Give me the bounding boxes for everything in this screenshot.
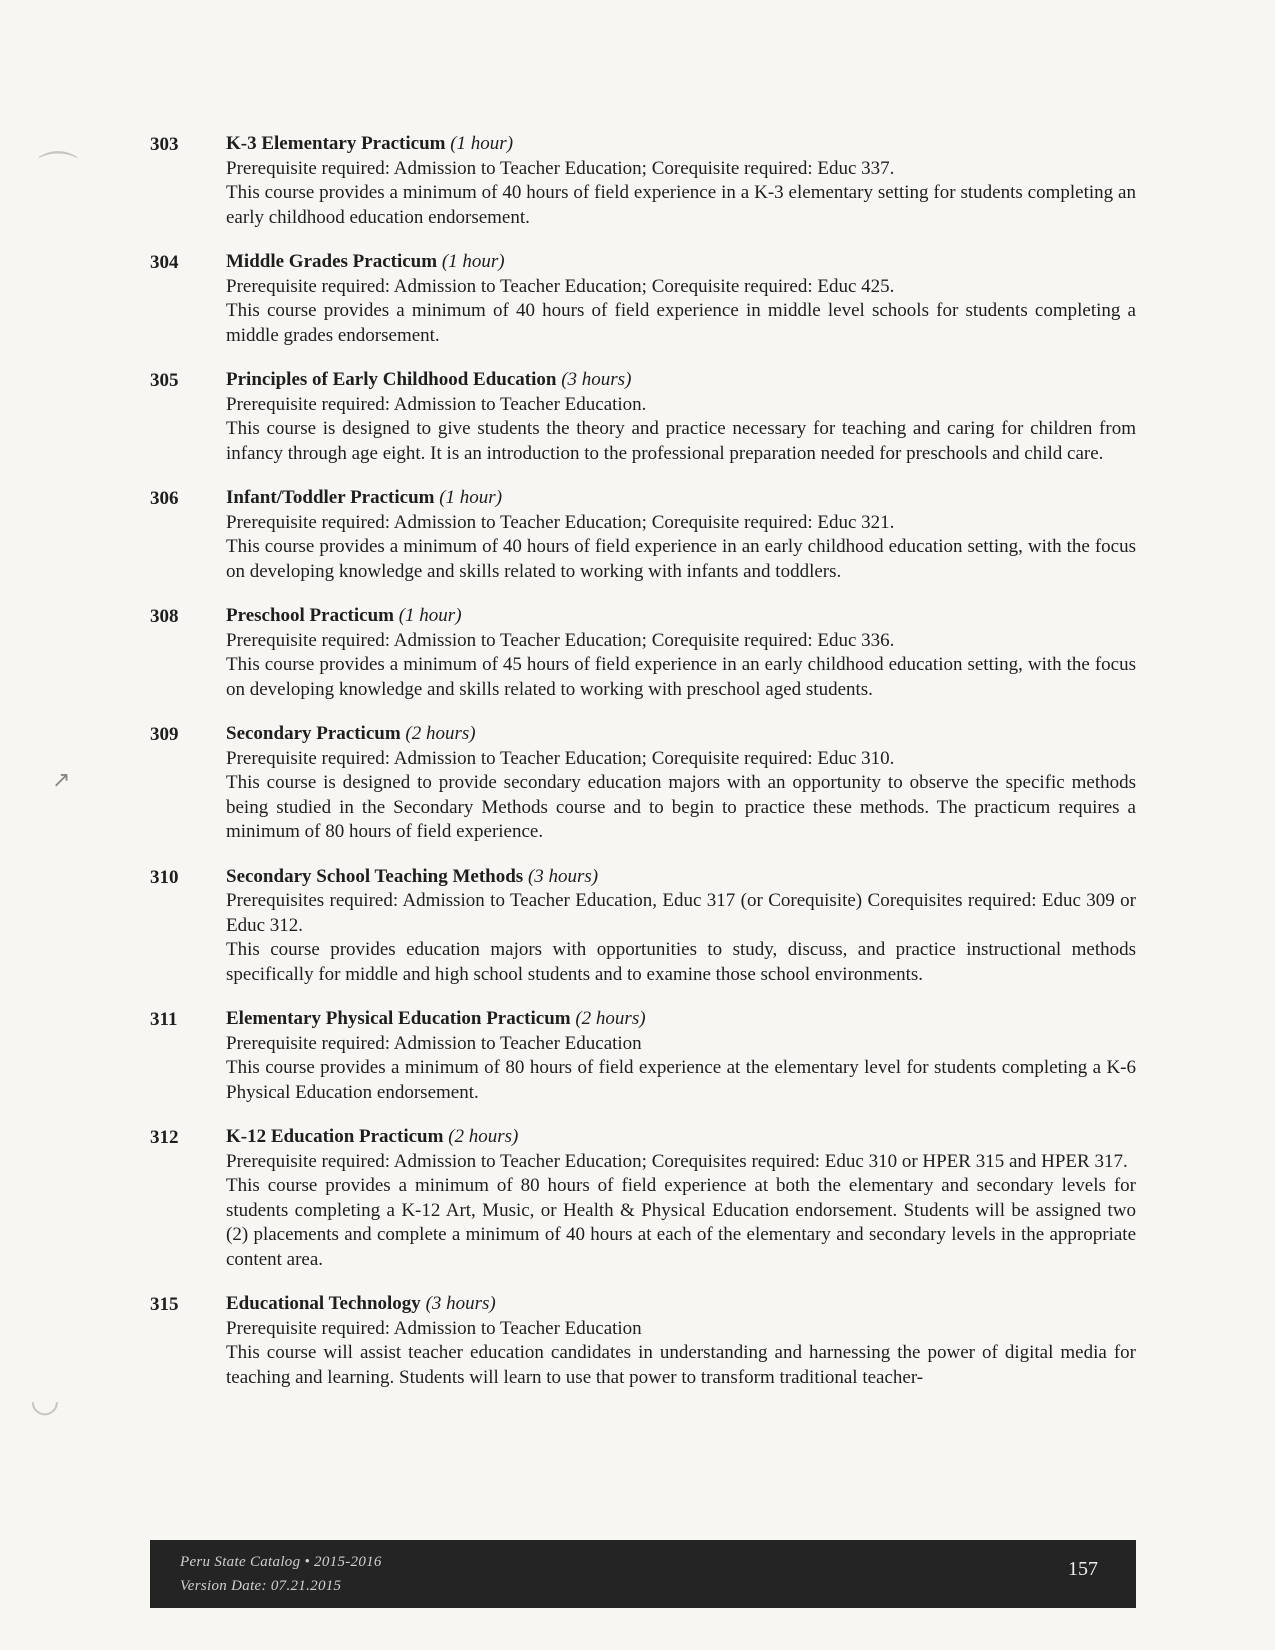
course-prerequisite: Prerequisite required: Admission to Teacher Education; Corequisite required: Educ 321.	[226, 511, 895, 533]
course-entry	[150, 368, 1136, 466]
course-body	[226, 604, 1136, 702]
course-entry	[150, 1292, 1136, 1390]
course-body	[226, 1125, 1136, 1272]
course-hours: (1 hour)	[398, 605, 462, 626]
course-prerequisite: Prerequisites required: Admission to Teacher Education, Educ 317 (or Corequisite) Corequisites required: Educ 309 or Educ 312.	[226, 890, 1136, 936]
course-title-line	[226, 1125, 1136, 1150]
course-title: Middle Grades Practicum	[226, 251, 438, 272]
course-title-line	[226, 1007, 1136, 1032]
course-title: Secondary School Teaching Methods	[226, 865, 524, 887]
footer-catalog-info	[180, 1550, 382, 1598]
catalog-footer	[150, 1540, 1136, 1608]
course-prerequisite: Prerequisite required: Admission to Teacher Education.	[226, 393, 647, 415]
course-entry	[150, 1125, 1136, 1272]
course-hours: (2 hours)	[405, 723, 476, 744]
course-title-line	[226, 604, 1136, 629]
course-body	[226, 722, 1136, 845]
course-title-line	[226, 1292, 1136, 1317]
course-title-line	[226, 486, 1136, 511]
course-hours: (3 hours)	[561, 369, 632, 390]
course-title: Educational Technology	[226, 1293, 421, 1314]
course-prerequisite: Prerequisite required: Admission to Teacher Education	[226, 1032, 642, 1054]
course-title-line	[226, 132, 1136, 157]
course-title: Principles of Early Childhood Education	[226, 369, 557, 390]
course-body	[226, 132, 1136, 230]
course-hours: (2 hours)	[448, 1126, 519, 1147]
course-prerequisite: Prerequisite required: Admission to Teacher Education; Corequisites required: Educ 310 or HPER 315 and HPER 317.	[226, 1150, 1128, 1172]
course-title-line	[226, 865, 1136, 890]
course-title: Secondary Practicum	[226, 723, 401, 744]
course-prerequisite: Prerequisite required: Admission to Teacher Education	[226, 1317, 642, 1339]
course-title-line	[226, 722, 1136, 747]
course-number: 308	[150, 606, 179, 627]
course-hours: (3 hours)	[425, 1293, 496, 1314]
course-hours: (1 hour)	[439, 487, 503, 508]
course-body	[226, 250, 1136, 348]
course-number: 311	[150, 1009, 178, 1030]
course-title-line	[226, 368, 1136, 393]
course-number: 315	[150, 1294, 179, 1315]
course-description: This course provides a minimum of 45 hours of field experience in an early childhood education setting, with the focus on developing knowledge and skills related to working with preschool aged students.	[226, 654, 1136, 700]
course-prerequisite: Prerequisite required: Admission to Teacher Education; Corequisite required: Educ 337.	[226, 157, 895, 179]
course-title: K-3 Elementary Practicum	[226, 133, 446, 154]
page-number: 157	[1068, 1558, 1098, 1580]
course-description: This course provides a minimum of 80 hours of field experience at both the elementary and secondary levels for students completing a K-12 Art, Music, or Health & Physical Education endorsement. Students will be assigned two (2) placements and complete a minimum of 40 hours at each of the elementary and secondary levels in the appropriate content area.	[226, 1175, 1136, 1270]
course-title: Infant/Toddler Practicum	[226, 487, 435, 508]
course-description: This course will assist teacher education candidates in understanding and harnessing the power of digital media for teaching and learning. Students will learn to use that power to transform traditional teacher-	[226, 1342, 1136, 1388]
scan-artifact-mark: ◡	[30, 1380, 60, 1420]
course-description: This course is designed to give students the theory and practice necessary for teaching and caring for children from infancy through age eight. It is an introduction to the professional preparation needed for preschools and child care.	[226, 418, 1136, 464]
course-description: This course provides a minimum of 40 hours of field experience in middle level schools for students completing a middle grades endorsement.	[226, 300, 1136, 346]
course-title: Elementary Physical Education Practicum	[226, 1008, 571, 1029]
course-entry	[150, 132, 1136, 230]
course-title: K-12 Education Practicum	[226, 1126, 444, 1147]
course-body	[226, 1292, 1136, 1390]
course-number: 310	[150, 866, 179, 888]
scan-artifact-mark: ↗	[52, 768, 71, 793]
scan-artifact-mark: ⌒	[38, 149, 78, 195]
course-number: 305	[150, 370, 179, 391]
course-prerequisite: Prerequisite required: Admission to Teacher Education; Corequisite required: Educ 336.	[226, 629, 895, 651]
course-entry	[150, 722, 1136, 845]
course-hours: (1 hour)	[450, 133, 514, 154]
course-number: 304	[150, 252, 179, 273]
course-description: This course provides a minimum of 40 hours of field experience in a K-3 elementary setting for students completing an early childhood education endorsement.	[226, 182, 1136, 228]
course-hours: (1 hour)	[441, 251, 505, 272]
course-entry	[150, 250, 1136, 348]
course-entry	[150, 1007, 1136, 1105]
course-description: This course is designed to provide secondary education majors with an opportunity to observe the specific methods being studied in the Secondary Methods course and to begin to practice these methods. The practicum requires a minimum of 80 hours of field experience.	[226, 772, 1136, 842]
course-body	[226, 865, 1136, 988]
course-entry	[150, 865, 1136, 988]
course-title-line	[226, 250, 1136, 275]
footer-catalog-title: Peru State Catalog • 2015-2016	[180, 1554, 382, 1570]
course-description: This course provides a minimum of 40 hours of field experience in an early childhood education setting, with the focus on developing knowledge and skills related to working with infants and toddlers.	[226, 536, 1136, 582]
course-description: This course provides a minimum of 80 hours of field experience at the elementary level for students completing a K-6 Physical Education endorsement.	[226, 1057, 1136, 1103]
course-body	[226, 1007, 1136, 1105]
course-number: 306	[150, 488, 179, 509]
course-prerequisite: Prerequisite required: Admission to Teacher Education; Corequisite required: Educ 310.	[226, 747, 895, 769]
course-list	[150, 132, 1136, 1390]
course-body	[226, 368, 1136, 466]
course-number: 312	[150, 1127, 179, 1148]
footer-version-date: Version Date: 07.21.2015	[180, 1578, 342, 1594]
course-body	[226, 486, 1136, 584]
course-entry	[150, 486, 1136, 584]
course-hours: (3 hours)	[527, 865, 599, 887]
course-entry	[150, 604, 1136, 702]
course-number: 303	[150, 134, 179, 155]
course-hours: (2 hours)	[575, 1008, 646, 1029]
course-title: Preschool Practicum	[226, 605, 394, 626]
course-prerequisite: Prerequisite required: Admission to Teacher Education; Corequisite required: Educ 425.	[226, 275, 895, 297]
course-number: 309	[150, 724, 179, 745]
course-description: This course provides education majors with opportunities to study, discuss, and practice instructional methods specifically for middle and high school students and to examine those school environments.	[226, 939, 1136, 985]
